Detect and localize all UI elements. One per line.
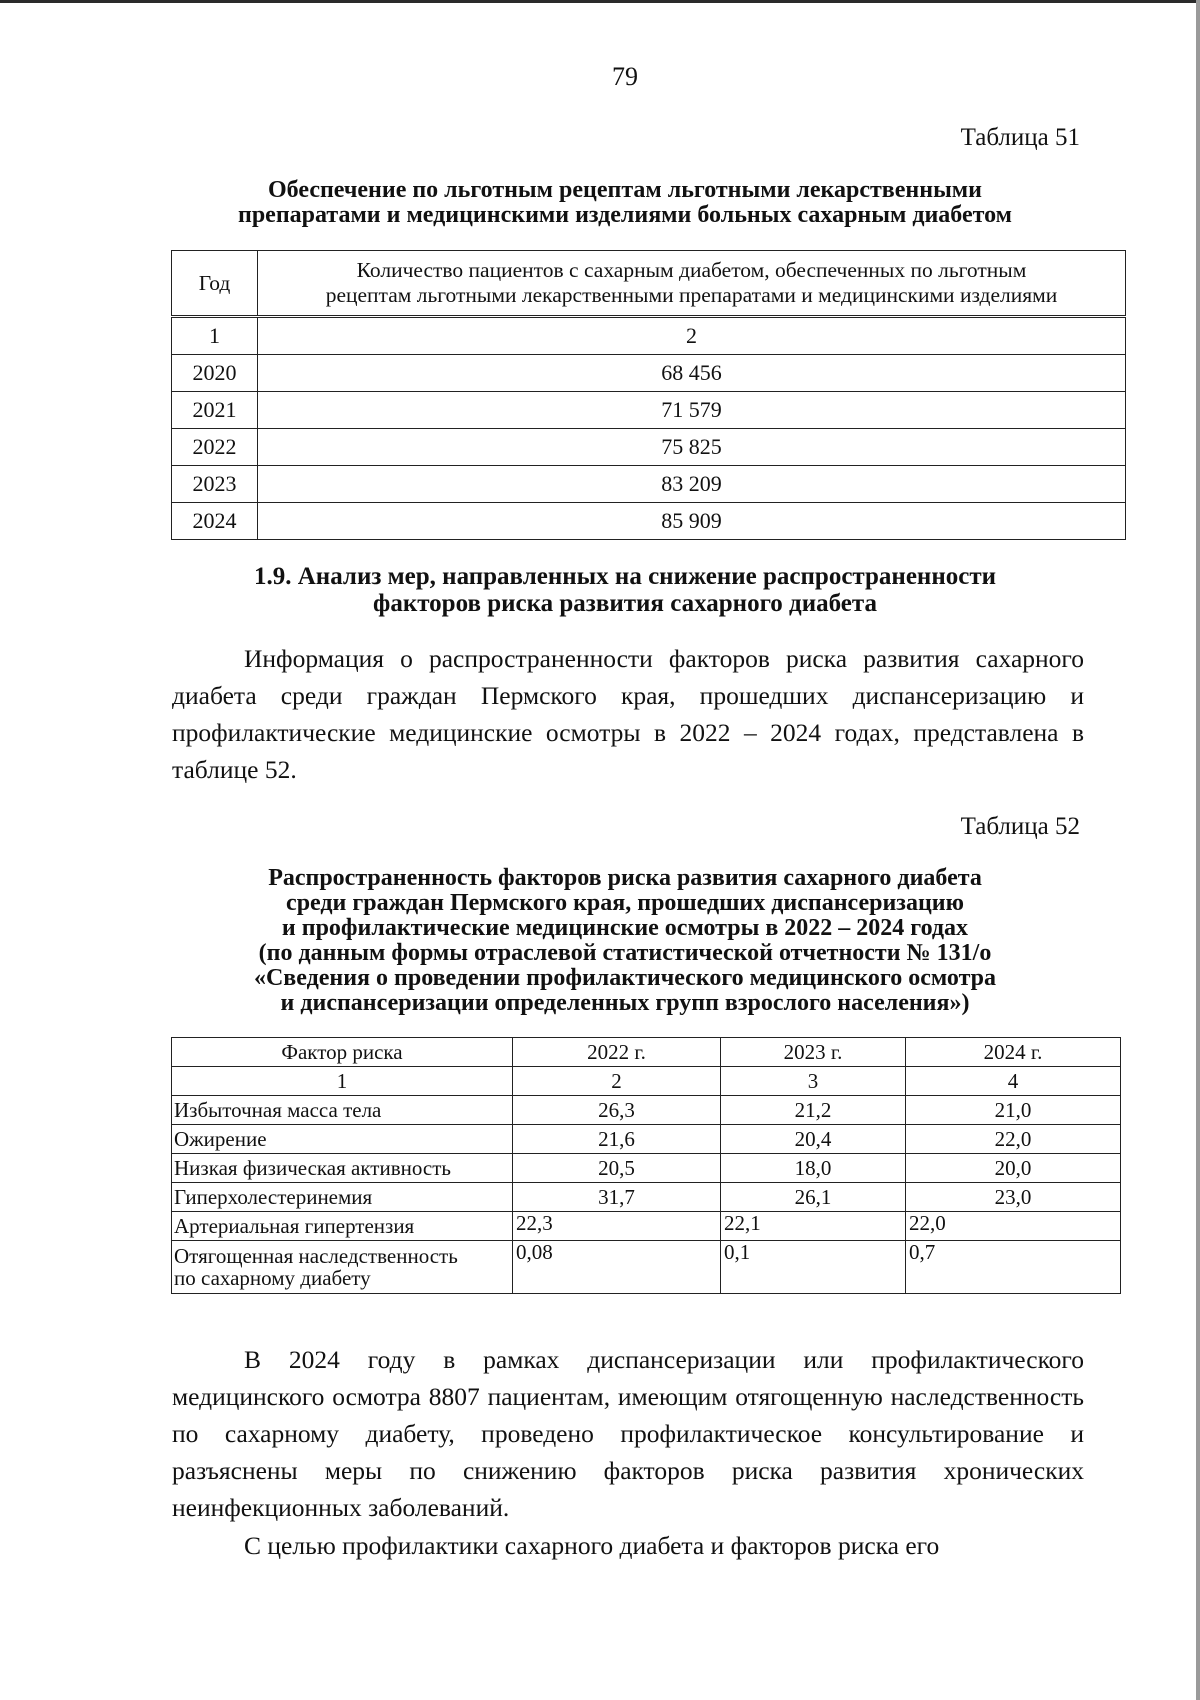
table-row — [172, 1096, 1121, 1125]
value-cell: 85 909 — [258, 503, 1126, 540]
value-cell: 0,7 — [906, 1241, 1121, 1294]
value-cell: 23,0 — [906, 1183, 1121, 1212]
value-cell: 22,1 — [721, 1212, 906, 1241]
factor-line: Отягощенная наследственность — [174, 1244, 458, 1268]
table-row — [172, 503, 1126, 540]
value-cell: 22,0 — [906, 1125, 1121, 1154]
year-cell: 2022 — [172, 429, 258, 466]
column-number: 1 — [172, 1067, 513, 1096]
table-row — [172, 1183, 1121, 1212]
header-year: Год — [172, 251, 258, 317]
header-patient-count — [258, 251, 1126, 317]
header-year: 2022 г. — [513, 1038, 721, 1067]
value-cell: 22,0 — [906, 1212, 1121, 1241]
table-52-title-line: «Сведения о проведении профилактического медицинского осмотра — [253, 965, 997, 991]
value-cell: 20,5 — [513, 1154, 721, 1183]
header-line: рецептам льготными лекарственными препаратами и медицинскими изделиями — [325, 283, 1058, 307]
table-52-title-line: Распространенность факторов риска развития сахарного диабета — [268, 865, 982, 891]
factor-line: по сахарному диабету — [174, 1266, 371, 1290]
table-51-caption: Таблица 51 — [960, 124, 1080, 151]
value-cell: 20,0 — [906, 1154, 1121, 1183]
value-cell: 18,0 — [721, 1154, 906, 1183]
table-row — [172, 355, 1126, 392]
table-header-row — [172, 251, 1126, 317]
column-number: 4 — [906, 1067, 1121, 1096]
section-heading — [160, 563, 1090, 617]
section-paragraph: Информация о распространенности факторов риска развития сахарного диабета среди граждан Пермского края, прошедших диспансеризацию и профилактические медицинские осмотры в 2022 – 2024 годах, представлена в таблице 52. — [172, 644, 1084, 784]
year-cell: 2020 — [172, 355, 258, 392]
factor-cell: Артериальная гипертензия — [172, 1212, 513, 1241]
factor-cell: Избыточная масса тела — [172, 1096, 513, 1125]
value-cell: 68 456 — [258, 355, 1126, 392]
column-number-row — [172, 1067, 1121, 1096]
scan-edge-top — [0, 0, 1200, 3]
value-cell: 21,2 — [721, 1096, 906, 1125]
column-number: 2 — [258, 317, 1126, 355]
section-heading-line: факторов риска развития сахарного диабета — [373, 590, 877, 617]
table-51-title-line: препаратами и медицинскими изделиями больных сахарным диабетом — [237, 202, 1013, 228]
table-row — [172, 429, 1126, 466]
header-risk-factor: Фактор риска — [172, 1038, 513, 1067]
table-52 — [171, 1037, 1121, 1294]
year-cell: 2024 — [172, 503, 258, 540]
year-cell: 2023 — [172, 466, 258, 503]
year-cell: 2021 — [172, 392, 258, 429]
closing-paragraph: В 2024 году в рамках диспансеризации или профилактического медицинского осмотра 8807 пациентам, имеющим отягощенную наследственность по сахарному диабету, проведено профилактическое консультирование и разъяснены меры по снижению факторов риска развития хронических неинфекционных заболеваний. — [172, 1345, 1084, 1522]
table-52-caption: Таблица 52 — [960, 813, 1080, 840]
value-cell: 0,1 — [721, 1241, 906, 1294]
table-row — [172, 1125, 1121, 1154]
table-52-title-line: (по данным формы отраслевой статистической отчетности № 131/о — [258, 940, 992, 966]
factor-cell: Ожирение — [172, 1125, 513, 1154]
value-cell: 26,3 — [513, 1096, 721, 1125]
value-cell: 21,6 — [513, 1125, 721, 1154]
factor-cell: Низкая физическая активность — [172, 1154, 513, 1183]
column-number-row — [172, 317, 1126, 355]
factor-cell — [172, 1241, 513, 1294]
table-52-title-line: и диспансеризации определенных групп взрослого населения») — [280, 990, 970, 1016]
factor-cell: Гиперхолестеринемия — [172, 1183, 513, 1212]
table-row — [172, 1241, 1121, 1294]
value-cell: 71 579 — [258, 392, 1126, 429]
table-51-title-line: Обеспечение по льготным рецептам льготными лекарственными — [268, 177, 982, 203]
table-51-title — [160, 178, 1090, 228]
section-heading-line: 1.9. Анализ мер, направленных на снижение распространенности — [253, 563, 997, 590]
table-row — [172, 392, 1126, 429]
value-cell: 0,08 — [513, 1241, 721, 1294]
header-line: Количество пациентов с сахарным диабетом, обеспеченных по льготным — [356, 258, 1027, 282]
table-header-row — [172, 1038, 1121, 1067]
table-51 — [171, 250, 1126, 540]
value-cell: 20,4 — [721, 1125, 906, 1154]
value-cell: 83 209 — [258, 466, 1126, 503]
table-row — [172, 1154, 1121, 1183]
column-number: 1 — [172, 317, 258, 355]
value-cell: 26,1 — [721, 1183, 906, 1212]
page-number: 79 — [612, 62, 638, 91]
value-cell: 31,7 — [513, 1183, 721, 1212]
table-row — [172, 1212, 1121, 1241]
table-52-title-line: и профилактические медицинские осмотры в 2022 – 2024 годах — [281, 915, 969, 941]
table-52-title-line: среди граждан Пермского края, прошедших диспансеризацию — [286, 890, 964, 916]
header-year: 2024 г. — [906, 1038, 1121, 1067]
value-cell: 75 825 — [258, 429, 1126, 466]
closing-paragraph-continued: С целью профилактики сахарного диабета и факторов риска его — [244, 1531, 940, 1560]
table-row — [172, 466, 1126, 503]
column-number: 2 — [513, 1067, 721, 1096]
value-cell: 22,3 — [513, 1212, 721, 1241]
column-number: 3 — [721, 1067, 906, 1096]
header-year: 2023 г. — [721, 1038, 906, 1067]
value-cell: 21,0 — [906, 1096, 1121, 1125]
scan-edge-right — [1196, 0, 1200, 1700]
table-52-title — [160, 866, 1090, 1016]
